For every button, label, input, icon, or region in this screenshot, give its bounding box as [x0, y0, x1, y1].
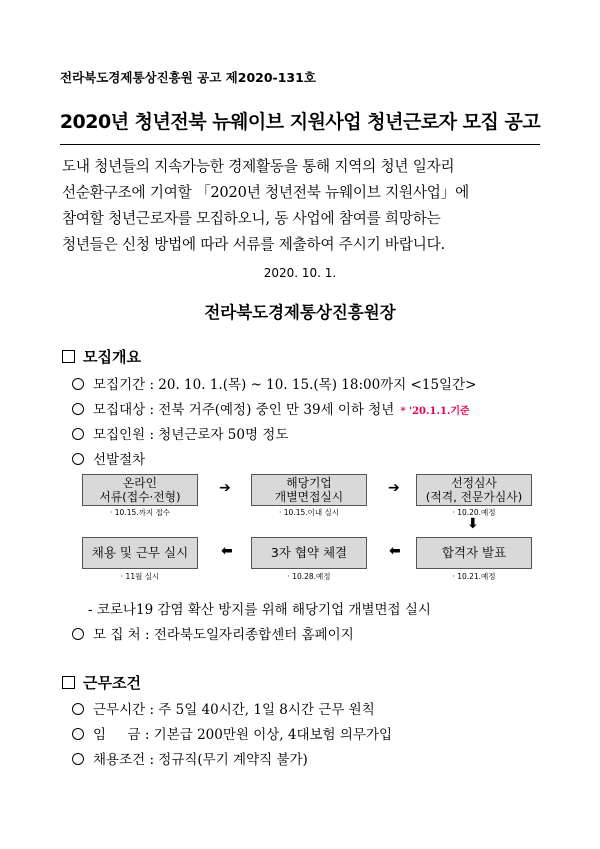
flow-step-line2: 개별면접실시 — [274, 490, 344, 504]
section-heading-conditions — [62, 672, 141, 693]
circle-bullet-icon — [72, 628, 84, 640]
item-text: 모집기간 : 20. 10. 1.(목) ~ 10. 15.(목) 18:00까지 <15일간> — [93, 377, 477, 393]
flow-step-line1: 온라인 — [122, 476, 158, 490]
flow-step-note: · 11월 실시 — [120, 572, 160, 581]
square-bullet-icon — [62, 676, 75, 689]
section-heading-text: 모집개요 — [83, 348, 141, 366]
intro-line-4: 청년들은 신청 방법에 따라 서류를 제출하여 주시기 바랍니다. — [62, 236, 445, 253]
recruit-count-item — [72, 423, 288, 443]
recruit-period-item — [72, 373, 476, 393]
item-text: 모집인원 : 청년근로자 50명 정도 — [93, 427, 289, 443]
circle-bullet-icon — [72, 428, 84, 440]
flow-step-note: · 10.28.예정 — [287, 572, 331, 581]
flow-step-line1: 3자 협약 체결 — [270, 545, 348, 560]
flow-step-line2: 서류(접수·전형) — [99, 490, 181, 504]
arrow-right-icon: ➔ — [388, 480, 400, 496]
selection-process-item — [72, 448, 145, 468]
wage-item — [72, 723, 392, 743]
apply-location-item — [72, 623, 354, 643]
section-heading-recruitment — [62, 346, 141, 367]
flow-step-note: · 10.20.예정 — [452, 508, 496, 517]
page-title: 2020년 청년전북 뉴웨이브 지원사업 청년근로자 모집 공고 — [59, 111, 541, 133]
item-text: 임 금 : 기본급 200만원 이상, 4대보험 의무가입 — [93, 727, 393, 743]
circle-bullet-icon — [72, 753, 84, 765]
notice-reference: 전라북도경제통상진흥원 공고 제2020-131호 — [60, 70, 316, 85]
arrow-right-icon: ➔ — [219, 480, 231, 496]
item-text: 모집대상 : 전북 거주(예정) 중인 만 39세 이하 청년 — [93, 402, 395, 418]
flow-step-online-application — [82, 474, 198, 506]
flow-step-company-interview — [251, 474, 367, 506]
item-text: 모 집 처 : 전라북도일자리종합센터 홈페이지 — [93, 627, 354, 643]
announcement-date: 2020. 10. 1. — [263, 266, 337, 280]
intro-line-2: 선순환구조에 기여할 「2020년 청년전북 뉴웨이브 지원사업」에 — [62, 184, 469, 201]
employment-type-item — [72, 748, 308, 768]
item-text: 채용조건 : 정규직(무기 계약직 불가) — [93, 752, 308, 768]
flow-step-note: · 10.15.이내 실시 — [279, 508, 339, 517]
circle-bullet-icon — [72, 453, 84, 465]
flow-step-line1: 선정심사 — [451, 476, 497, 490]
flow-step-line1: 해당기업 — [286, 476, 332, 490]
flow-step-employment-start — [82, 537, 198, 569]
arrow-left-icon: ⬅ — [389, 543, 401, 559]
covid-note: - 코로나19 감염 확산 방지를 위해 해당기업 개별면접 실시 — [88, 602, 431, 618]
circle-bullet-icon — [72, 403, 84, 415]
circle-bullet-icon — [72, 703, 84, 715]
flow-step-note: · 10.15.까지 접수 — [110, 508, 170, 517]
flow-step-selection-review — [416, 474, 532, 506]
arrow-down-icon: ⬇ — [467, 516, 479, 532]
item-text: 근무시간 : 주 5일 40시간, 1일 8시간 근무 원칙 — [93, 702, 375, 718]
flow-step-tripartite-agreement — [251, 537, 367, 569]
flow-step-note: · 10.21.예정 — [452, 572, 496, 581]
intro-line-3: 참여할 청년근로자를 모집하오니, 동 사업에 참여를 희망하는 — [62, 210, 441, 227]
flow-step-result-announcement — [416, 537, 532, 569]
title-divider — [60, 144, 540, 145]
flow-step-line2: (적격, 전문가심사) — [425, 490, 523, 504]
work-hours-item — [72, 698, 375, 718]
flow-step-line1: 채용 및 근무 실시 — [91, 545, 189, 560]
intro-line-1: 도내 청년들의 지속가능한 경제활동을 통해 지역의 청년 일자리 — [62, 158, 455, 175]
circle-bullet-icon — [72, 728, 84, 740]
square-bullet-icon — [62, 350, 75, 363]
flow-step-line1: 합격자 발표 — [441, 545, 507, 560]
item-text: 선발절차 — [93, 452, 146, 468]
age-reference-note: * '20.1.1.기준 — [400, 406, 470, 417]
recruit-target-item — [72, 398, 470, 418]
section-heading-text: 근무조건 — [83, 674, 141, 692]
circle-bullet-icon — [72, 378, 84, 390]
signer: 전라북도경제통상진흥원장 — [204, 303, 396, 322]
arrow-left-icon: ⬅ — [221, 543, 233, 559]
